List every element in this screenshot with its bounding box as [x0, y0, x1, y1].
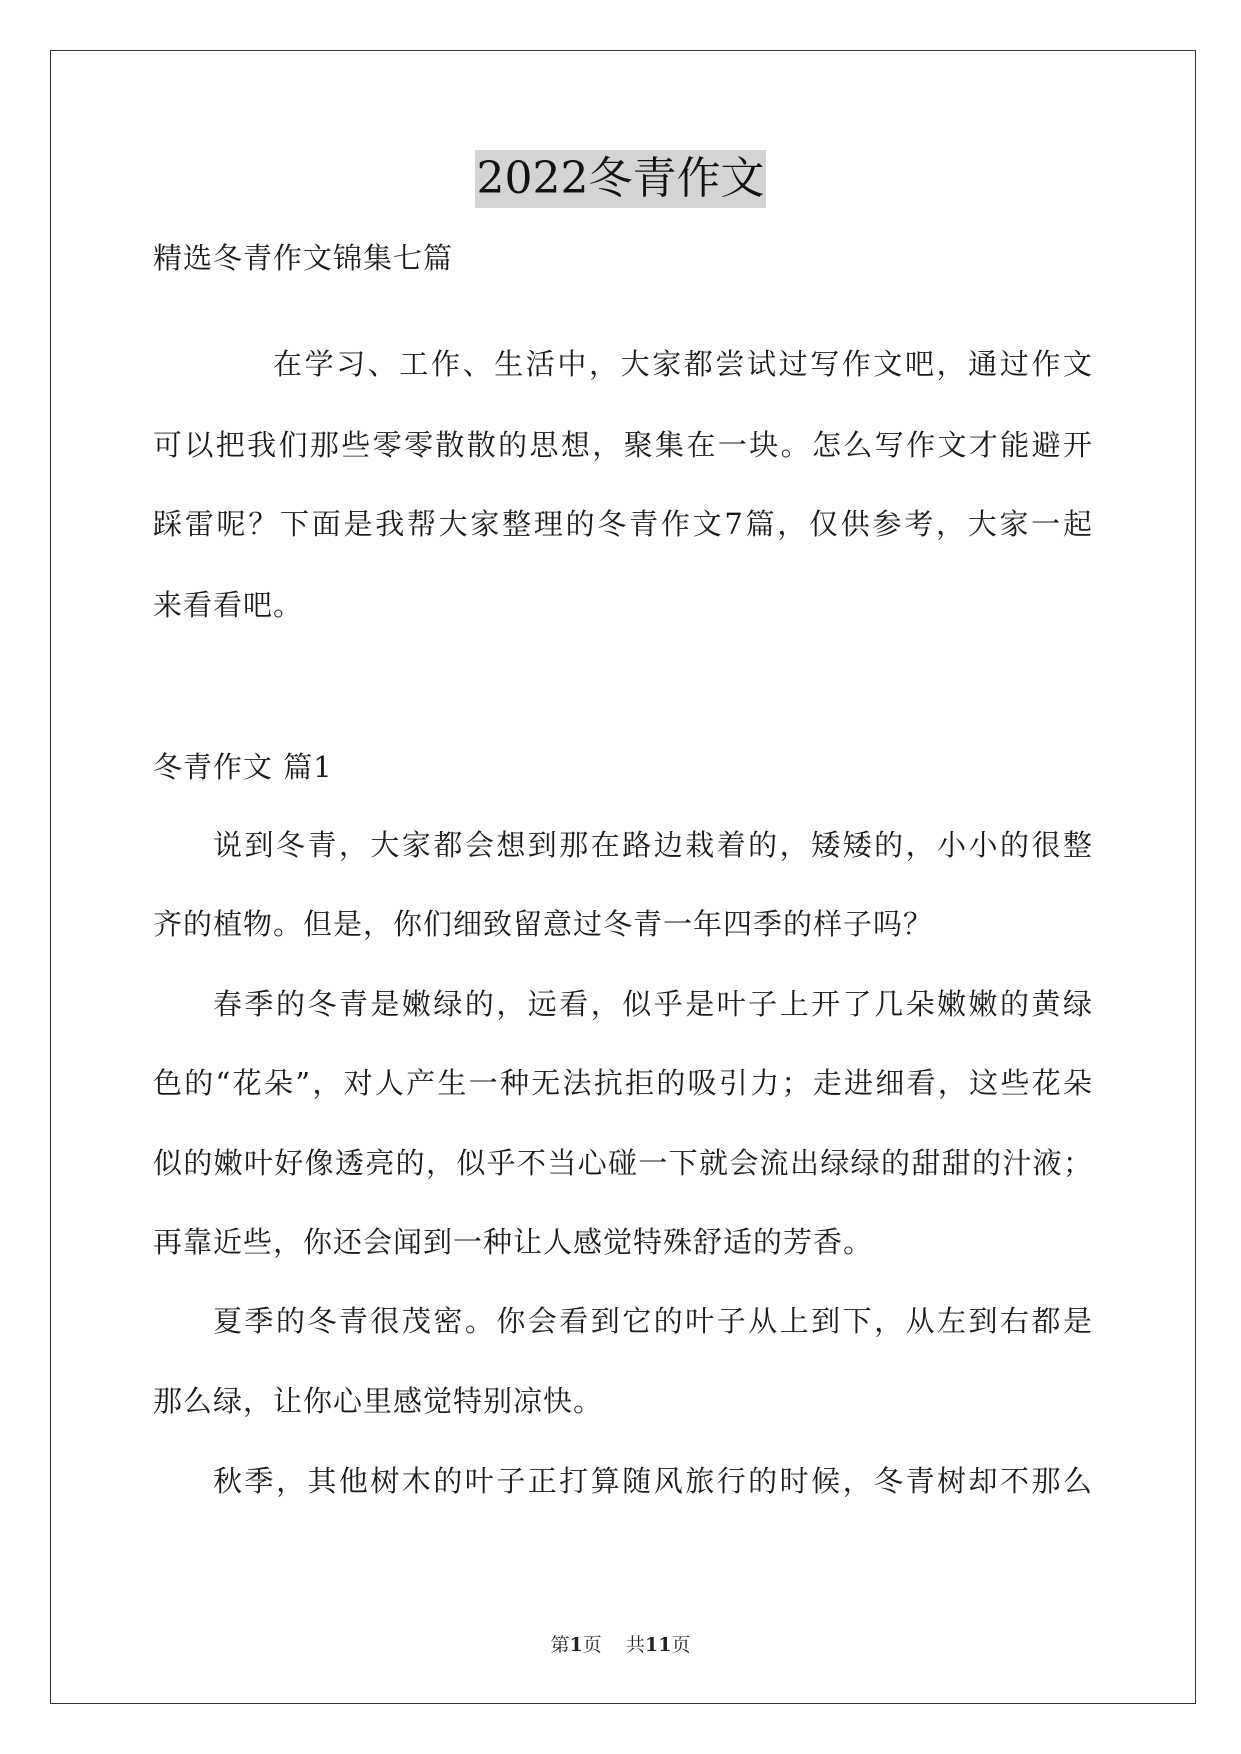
paragraph-3-line-2: 那么绿，让你心里感觉特别凉快。 [153, 1384, 604, 1418]
paragraph-4-line-1: 秋季，其他树木的叶子正打算随风旅行的时候，冬青树却不那么 [213, 1464, 1093, 1498]
footer-total-pages: 11 [644, 1634, 672, 1656]
page-border [50, 50, 1196, 1704]
footer-page-prefix: 第 [550, 1634, 570, 1656]
paragraph-2-line-2: 色的“花朵”，对人产生一种无法抗拒的吸引力；走进细看，这些花朵 [153, 1066, 1093, 1100]
intro-line-3: 踩雷呢？下面是我帮大家整理的冬青作文7篇，仅供参考，大家一起 [153, 507, 1093, 541]
intro-line-1: 在学习、工作、生活中，大家都尝试过写作文吧，通过作文 [273, 347, 1093, 381]
footer-page-suffix: 页 [582, 1634, 602, 1656]
paragraph-2-line-3: 似的嫩叶好像透亮的，似乎不当心碰一下就会流出绿绿的甜甜的汁液； [153, 1146, 1093, 1180]
subtitle-line: 精选冬青作文锦集七篇 [153, 241, 454, 275]
paragraph-1-line-2: 齐的植物。但是，你们细致留意过冬青一年四季的样子吗？ [153, 907, 934, 941]
title-container [0, 150, 1241, 208]
footer-page-number: 1 [569, 1634, 583, 1656]
page-footer [0, 1633, 1241, 1657]
footer-total-prefix: 共 [625, 1634, 645, 1656]
section-heading: 冬青作文 篇1 [153, 750, 333, 784]
paragraph-1-line-1: 说到冬青，大家都会想到那在路边栽着的，矮矮的，小小的很整 [213, 828, 1093, 862]
intro-line-4: 来看看吧。 [153, 588, 304, 622]
paragraph-2-line-1: 春季的冬青是嫩绿的，远看，似乎是叶子上开了几朵嫩嫩的黄绿 [213, 987, 1093, 1021]
paragraph-3-line-1: 夏季的冬青很茂密。你会看到它的叶子从上到下，从左到右都是 [213, 1304, 1093, 1338]
intro-line-2: 可以把我们那些零零散散的思想，聚集在一块。怎么写作文才能避开 [153, 428, 1093, 462]
footer-total-suffix: 页 [671, 1634, 691, 1656]
paragraph-2-line-4: 再靠近些，你还会闻到一种让人感觉特殊舒适的芳香。 [153, 1225, 874, 1259]
document-title: 2022冬青作文 [475, 150, 767, 208]
